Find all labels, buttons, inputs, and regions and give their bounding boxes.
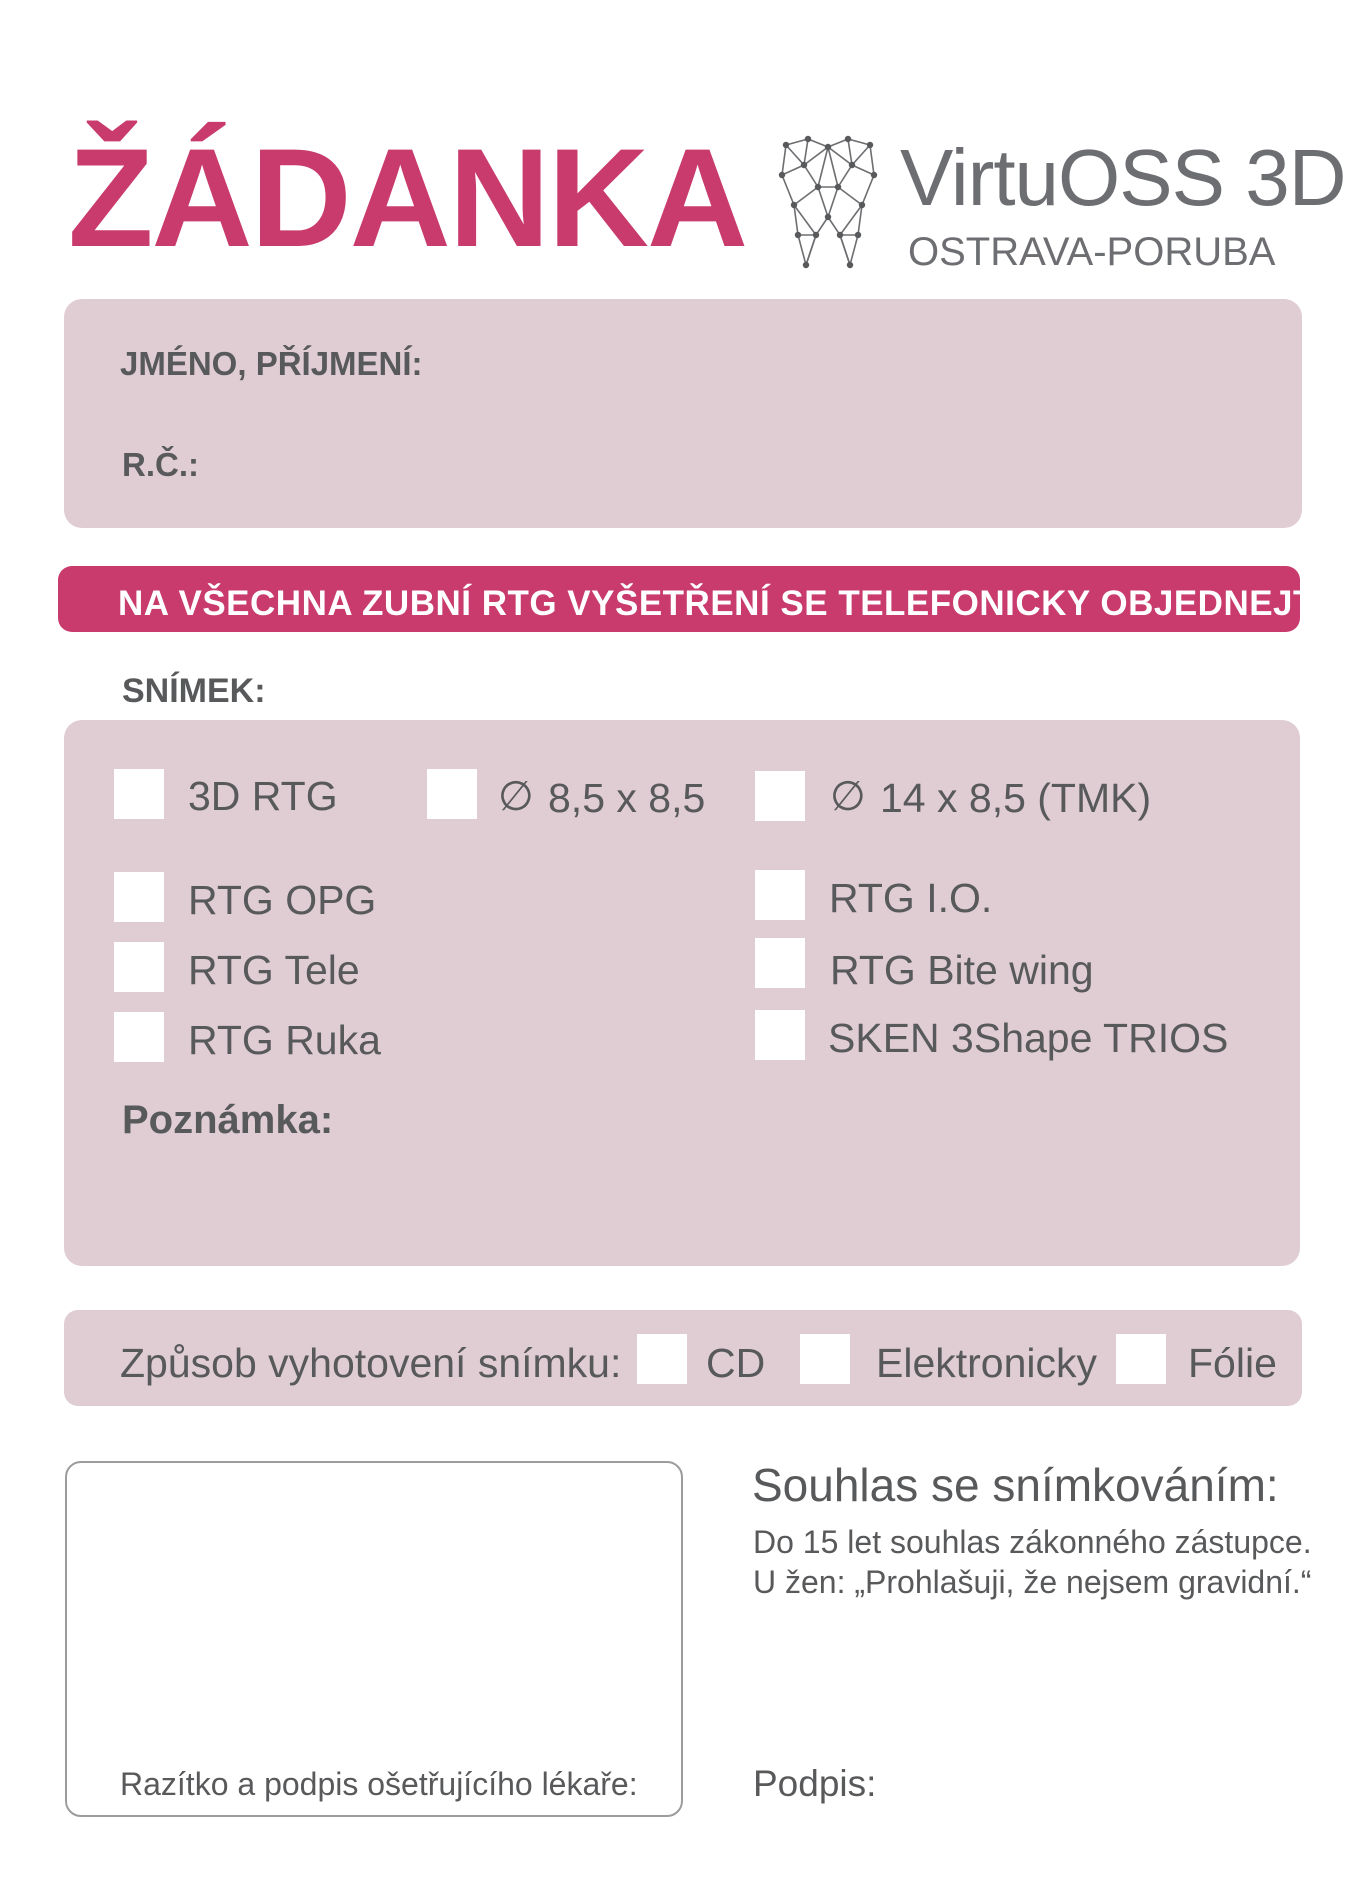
note-label: Poznámka: [122, 1098, 334, 1142]
checkbox-fov-small[interactable] [427, 769, 477, 819]
option-rtg-tele: RTG Tele [188, 947, 360, 993]
tooth-network-icon [778, 135, 878, 270]
checkbox-sken-trios[interactable] [755, 1010, 805, 1060]
option-rtg-bitewing: RTG Bite wing [830, 947, 1094, 993]
option-sken-trios: SKEN 3Shape TRIOS [828, 1015, 1229, 1061]
brand-name: VirtuOSS 3D [900, 133, 1346, 222]
diameter-icon: ∅ [830, 773, 866, 819]
consent-title: Souhlas se snímkováním: [752, 1459, 1279, 1511]
consent-line-2: U žen: „Prohlašuji, že nejsem gravidní.“ [753, 1564, 1312, 1600]
checkbox-rtg-tele[interactable] [114, 942, 164, 992]
notice-banner-text: NA VŠECHNA ZUBNÍ RTG VYŠETŘENÍ SE TELEFONICKY OBJEDNEJTE [118, 584, 1339, 623]
delivery-option-cd: CD [706, 1340, 766, 1386]
id-label: R.Č.: [122, 446, 199, 483]
option-rtg-io: RTG I.O. [829, 875, 993, 921]
image-section-label: SNÍMEK: [122, 672, 266, 710]
option-rtg-opg: RTG OPG [188, 877, 377, 923]
option-rtg-ruka: RTG Ruka [188, 1017, 381, 1063]
page-title: ŽÁDANKA [68, 119, 747, 276]
delivery-option-foil: Fólie [1188, 1340, 1277, 1386]
name-label: JMÉNO, PŘÍJMENÍ: [120, 345, 423, 382]
delivery-label: Způsob vyhotovení snímku: [120, 1340, 622, 1386]
option-fov-small: 8,5 x 8,5 [548, 775, 706, 821]
checkbox-electronic[interactable] [800, 1334, 850, 1384]
checkbox-rtg-ruka[interactable] [114, 1012, 164, 1062]
doctor-stamp-box[interactable] [65, 1461, 683, 1817]
checkbox-rtg-io[interactable] [755, 870, 805, 920]
patient-panel [64, 299, 1302, 528]
checkbox-rtg-bitewing[interactable] [755, 938, 805, 988]
delivery-option-electronic: Elektronicky [876, 1340, 1098, 1386]
checkbox-3d-rtg[interactable] [114, 769, 164, 819]
diameter-icon: ∅ [498, 773, 534, 819]
option-fov-large: 14 x 8,5 (TMK) [880, 775, 1152, 821]
checkbox-rtg-opg[interactable] [114, 872, 164, 922]
signature-label: Podpis: [753, 1763, 877, 1804]
consent-line-1: Do 15 let souhlas zákonného zástupce. [753, 1524, 1312, 1560]
checkbox-fov-large[interactable] [755, 771, 805, 821]
checkbox-foil[interactable] [1116, 1334, 1166, 1384]
brand-location: OSTRAVA-PORUBA [908, 230, 1276, 274]
option-3d-rtg: 3D RTG [188, 773, 338, 819]
doctor-stamp-label: Razítko a podpis ošetřujícího lékaře: [120, 1766, 638, 1802]
checkbox-cd[interactable] [637, 1334, 687, 1384]
